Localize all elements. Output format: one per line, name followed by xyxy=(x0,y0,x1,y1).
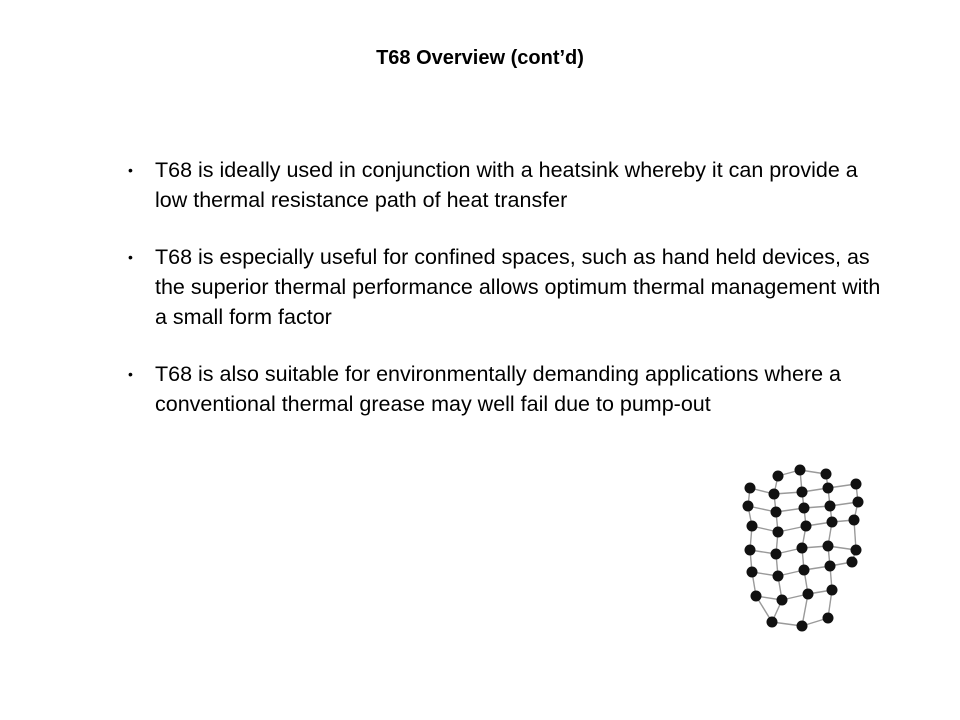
lattice-atom xyxy=(771,549,782,560)
lattice-atom xyxy=(751,591,762,602)
lattice-atom xyxy=(797,487,808,498)
lattice-atom xyxy=(777,595,788,606)
lattice-atom xyxy=(773,471,784,482)
bullet-text: T68 is especially useful for confined spaces, such as hand held devices, as the superior thermal performance allows optimum thermal management with a small form factor xyxy=(155,245,881,329)
lattice-atom xyxy=(823,613,834,624)
lattice-atom xyxy=(827,585,838,596)
bullet-list xyxy=(128,155,888,446)
lattice-atom xyxy=(849,515,860,526)
slide-title: T68 Overview (cont’d) xyxy=(376,47,584,69)
lattice-atom xyxy=(797,621,808,632)
lattice-atom xyxy=(853,497,864,508)
lattice-atom xyxy=(825,501,836,512)
lattice-atom xyxy=(799,565,810,576)
lattice-atom xyxy=(847,557,858,568)
lattice-atom xyxy=(851,479,862,490)
lattice-atom xyxy=(773,527,784,538)
bullet-glyph: • xyxy=(128,366,133,382)
bullet-text: T68 is also suitable for environmentally demanding applications where a conventional thermal grease may well fail due to pump-out xyxy=(155,362,841,416)
bullet-glyph: • xyxy=(128,162,133,178)
lattice-atom xyxy=(803,589,814,600)
lattice-atom xyxy=(743,501,754,512)
lattice-atom xyxy=(795,465,806,476)
bullet-item xyxy=(128,155,888,215)
lattice-atom xyxy=(747,521,758,532)
lattice-atom xyxy=(771,507,782,518)
lattice-atom xyxy=(769,489,780,500)
lattice-atom xyxy=(745,545,756,556)
lattice-atom xyxy=(767,617,778,628)
bullet-item xyxy=(128,242,888,332)
lattice-atom xyxy=(801,521,812,532)
lattice-atom xyxy=(827,517,838,528)
bullet-item xyxy=(128,359,888,419)
crystal-lattice-icon xyxy=(732,462,872,652)
lattice-atom xyxy=(851,545,862,556)
lattice-atom xyxy=(823,541,834,552)
bullet-glyph: • xyxy=(128,249,133,265)
lattice-atom xyxy=(773,571,784,582)
lattice-atom xyxy=(823,483,834,494)
lattice-atom xyxy=(745,483,756,494)
lattice-atom xyxy=(747,567,758,578)
lattice-atom xyxy=(797,543,808,554)
bullet-text: T68 is ideally used in conjunction with a heatsink whereby it can provide a low thermal resistance path of heat transfer xyxy=(155,158,858,212)
lattice-atom xyxy=(799,503,810,514)
lattice-atom xyxy=(821,469,832,480)
lattice-atom xyxy=(825,561,836,572)
